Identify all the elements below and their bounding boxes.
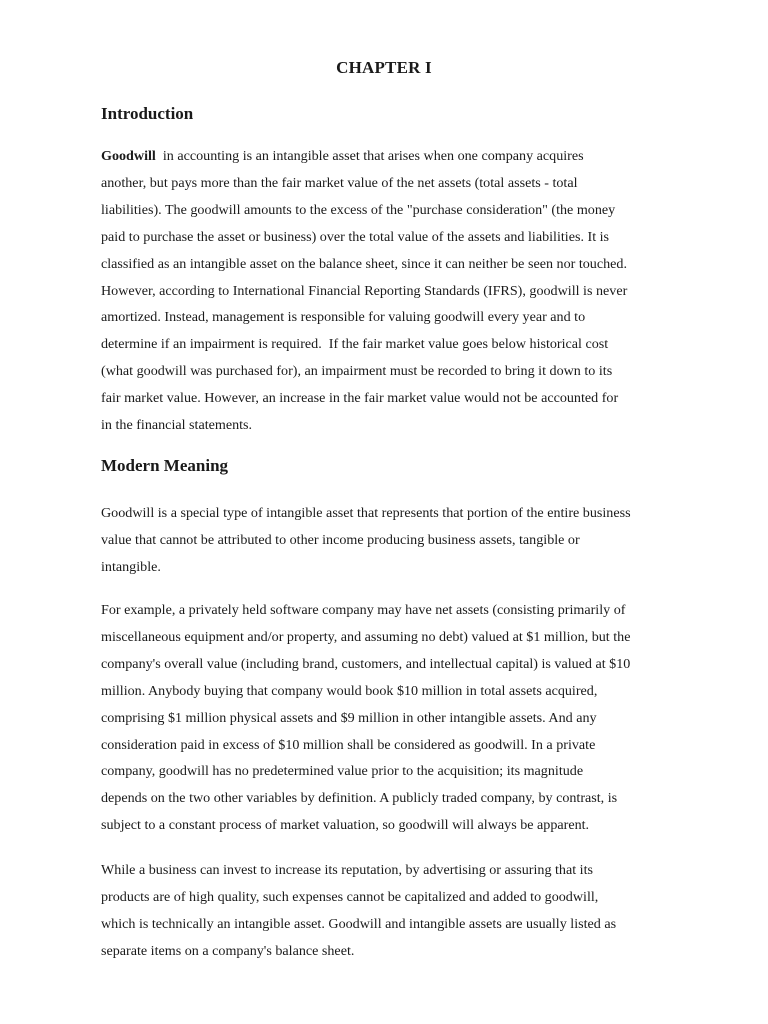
- paragraph-line: While a business can invest to increase its reputation, by advertising or assuring that its: [101, 862, 593, 878]
- paragraph-line: liabilities). The goodwill amounts to the excess of the "purchase consideration" (the money: [101, 201, 616, 218]
- paragraph-line: However, according to International Financial Reporting Standards (IFRS), goodwill is never: [101, 282, 628, 299]
- paragraph-line: amortized. Instead, management is responsible for valuing goodwill every year and to: [101, 309, 586, 326]
- paragraph-line: intangible.: [101, 558, 161, 575]
- paragraph-line: depends on the two other variables by definition. A publicly traded company, by contrast, is: [101, 790, 618, 807]
- paragraph-line: separate items on a company's balance sheet.: [101, 942, 355, 959]
- paragraph-line: [101, 143, 673, 170]
- term-goodwill: Goodwill: [101, 148, 156, 164]
- paragraph-software-example: [101, 597, 673, 839]
- paragraph-line: miscellaneous equipment and/or property, and assuming no debt) valued at $1 million, but the: [101, 628, 631, 645]
- chapter-title: CHAPTER I: [336, 58, 432, 77]
- paragraph-goodwill-definition: [101, 143, 673, 439]
- section-heading-introduction: Introduction: [101, 104, 194, 123]
- paragraph-line: consideration paid in excess of $10 million shall be considered as goodwill. In a private: [101, 736, 596, 753]
- paragraph-line: company, goodwill has no predetermined value prior to the acquisition; its magnitude: [101, 763, 584, 780]
- paragraph-special-intangible: [101, 500, 673, 581]
- paragraph-line: subject to a constant process of market valuation, so goodwill will always be apparent.: [101, 817, 590, 834]
- paragraph-line: million. Anybody buying that company would book $10 million in total assets acquired,: [101, 682, 598, 699]
- paragraph-line: Goodwill is a special type of intangible asset that represents that portion of the entire business: [101, 505, 631, 521]
- paragraph-line: fair market value. However, an increase in the fair market value would not be accounted for: [101, 390, 619, 407]
- paragraph-line: paid to purchase the asset or business) over the total value of the assets and liabilities. It is: [101, 228, 610, 245]
- paragraph-line: products are of high quality, such expenses cannot be capitalized and added to goodwill,: [101, 888, 599, 905]
- paragraph-line: which is technically an intangible asset. Goodwill and intangible assets are usually listed as: [101, 915, 617, 932]
- paragraph-line: in the financial statements.: [101, 417, 253, 434]
- paragraph-line: For example, a privately held software company may have net assets (consisting primarily of: [101, 602, 626, 618]
- paragraph-line: company's overall value (including brand, customers, and intellectual capital) is valued at $10: [101, 655, 631, 672]
- paragraph-line: (what goodwill was purchased for), an impairment must be recorded to bring it down to its: [101, 363, 613, 380]
- paragraph-line: value that cannot be attributed to other income producing business assets, tangible or: [101, 531, 580, 548]
- paragraph-line: determine if an impairment is required. If the fair market value goes below historical cost: [101, 336, 609, 353]
- section-heading-modern-meaning: Modern Meaning: [101, 456, 229, 475]
- paragraph-reputation: [101, 857, 673, 965]
- line-text: in accounting is an intangible asset that arises when one company acquires: [155, 148, 584, 164]
- paragraph-line: another, but pays more than the fair market value of the net assets (total assets - total: [101, 174, 578, 191]
- paragraph-line: comprising $1 million physical assets and $9 million in other intangible assets. And any: [101, 709, 597, 726]
- paragraph-line: classified as an intangible asset on the balance sheet, since it can neither be seen nor touched.: [101, 255, 627, 272]
